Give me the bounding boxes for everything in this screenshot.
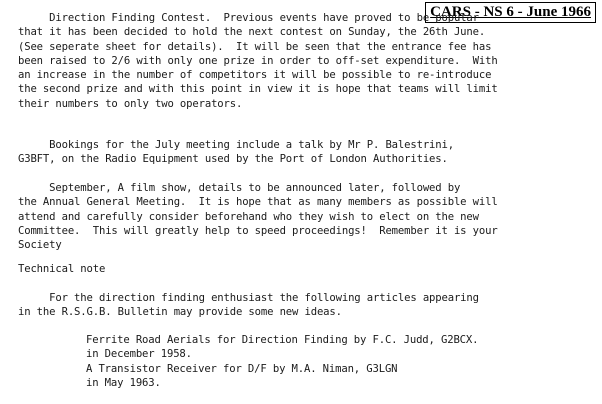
paragraph-direction-finding-contest: Direction Finding Contest. Previous events have proved to be popular that it has been decided to hold the next contest on Sunday, the 26th June. (See seperate sheet for details). It will be seen that the entrance fee has been raised to 2/6 with only one prize in order to off-set expenditure. With an increase in the number of competitors it will be possible to re-introduce the second prize and with this point in view it is hope that teams will limit their numbers to only two operators. xyxy=(18,12,498,110)
paragraph-september-agm: September, A film show, details to be announced later, followed by the Annual General Meeting. It is hope that as many members as possible will attend and carefully consider beforehand who they wish to elect on the new Committee. This will greatly help to speed proceedings! Remember it is your Society xyxy=(18,182,498,252)
article-references: Ferrite Road Aerials for Direction Finding by F.C. Judd, G2BCX. in December 1958. A Transistor Receiver for D/F by M.A. Niman, G3LGN in May 1963. xyxy=(86,334,479,389)
technical-note-heading: Technical note xyxy=(18,263,106,275)
newsletter-header: CARS - NS 6 - June 1966 xyxy=(425,2,596,23)
paragraph-rsgb-bulletin: For the direction finding enthusiast the following articles appearing in the R.S.G.B. Bulletin may provide some new ideas. xyxy=(18,292,479,319)
paragraph-july-meeting: Bookings for the July meeting include a talk by Mr P. Balestrini, G3BFT, on the Radio Equipment used by the Port of London Authorities. xyxy=(18,139,454,166)
